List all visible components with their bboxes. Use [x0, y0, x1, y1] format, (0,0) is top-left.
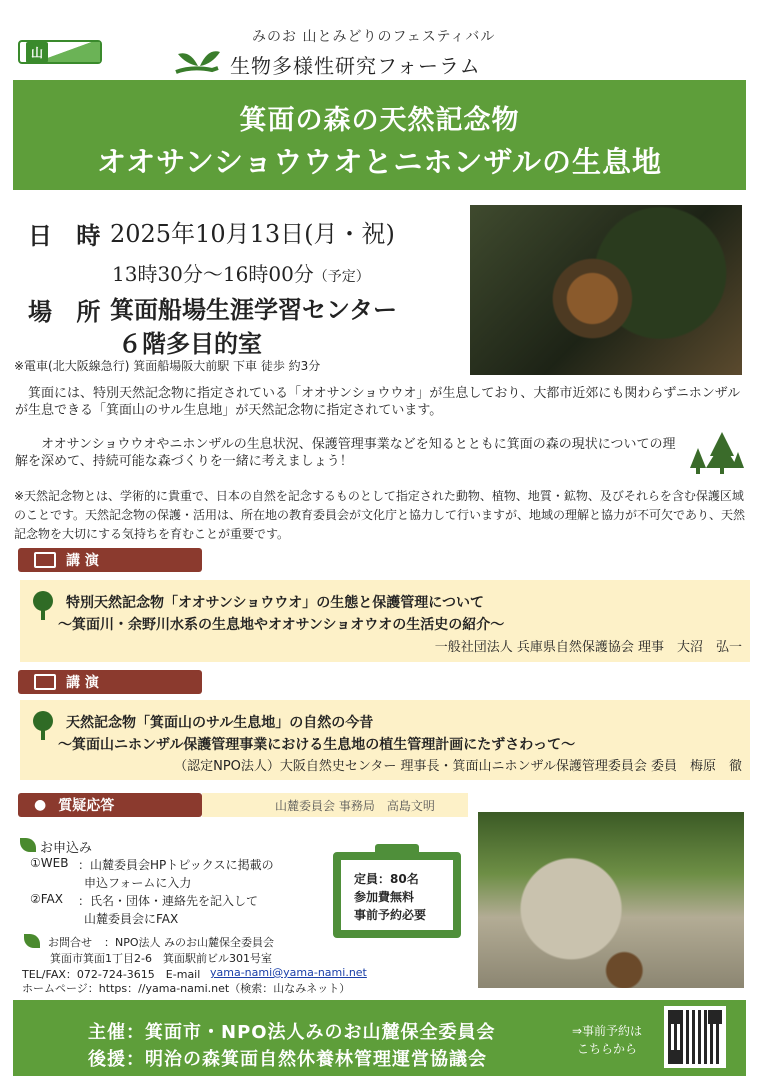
lecture-1-title: 特別天然記念物「オオサンショウウオ」の生態と保護管理について — [66, 595, 484, 611]
festival-logo — [18, 40, 102, 64]
forum-name: 生物多様性研究フォーラム — [230, 54, 481, 78]
capacity-count: 定員：80名 — [354, 872, 419, 886]
qr-code[interactable] — [664, 1006, 726, 1068]
intro-paragraph-1: 箕面には、特別天然記念物に指定されている「オオサンショウウオ」が生息しており、大都市近郊にも関わらずニホンザルが生息できる「箕面山のサル生息地」が天然記念物に指定されています。 — [15, 386, 741, 418]
event-date: 2025年10月13日(月・祝) — [110, 220, 395, 248]
lecture-2-label — [18, 670, 202, 694]
application-fax-text-1: ：氏名・団体・連絡先を記入して — [78, 894, 259, 908]
tree-icon — [26, 590, 60, 620]
qa-moderator: 山麓委員会 事務局 高島文明 — [275, 799, 435, 813]
qa-icon: ● — [34, 797, 47, 813]
capacity-reservation: 事前予約必要 — [354, 908, 427, 922]
contact-homepage[interactable]: ホームページ：https：//yama-nami.net（検索：山なみネット） — [22, 982, 351, 995]
salamander-photo — [470, 205, 742, 375]
qa-label-text: 質疑応答 — [58, 798, 115, 814]
qa-label — [18, 793, 202, 817]
access-info: ※電車(北大阪線急行) 箕面船場阪大前駅 下車 徒歩 約3分 — [14, 359, 321, 373]
lecture-2-subtitle: ～箕面山ニホンザル保護管理事業における生息地の植生管理計画にたずさわって～ — [58, 737, 576, 753]
intro-paragraph-2: オオサンショウウオやニホンザルの生息状況、保護管理事業などを知るとともに箕面の森の現状についての理解を深めて、持続可能な森づくりを一緒に考えましょう！ — [15, 437, 676, 469]
monkey-photo — [478, 812, 744, 988]
lecture-2-label-text: 講 演 — [66, 675, 99, 691]
reservation-prompt-line2: こちらから — [577, 1042, 638, 1056]
contact-telfax: TEL/FAX：072-724-3615 E-mail — [22, 968, 201, 981]
event-place: 箕面船場生涯学習センター — [110, 295, 398, 324]
application-fax-label: ②FAX — [30, 892, 63, 906]
lecture-1-subtitle: ～箕面川・余野川水系の生息地やオオサンショオウオの生活史の紹介～ — [58, 617, 505, 633]
event-time — [112, 258, 370, 287]
application-fax-text-2: 山麓委員会にFAX — [84, 912, 179, 926]
main-title-line1: 箕面の森の天然記念物 — [239, 105, 520, 136]
leaf-icon — [20, 838, 36, 852]
lecture-2-title: 天然記念物「箕面山のサル生息地」の自然の今昔 — [66, 715, 374, 731]
festival-name: みのお 山とみどりのフェスティバル — [252, 29, 496, 45]
contact-label: お問合せ — [48, 936, 92, 949]
place-label: 場 所 — [28, 297, 109, 326]
contact-org: ：NPO法人 みのお山麓保全委員会 — [104, 936, 275, 949]
contact-email[interactable]: yama-nami@yama-nami.net — [210, 966, 367, 979]
sprout-hand-icon — [172, 48, 224, 76]
lecture-1-presenter: 一般社団法人 兵庫県自然保護協会 理事 大沼 弘一 — [434, 640, 742, 655]
presentation-icon — [34, 674, 56, 690]
main-title-line2: オオサンショウウオとニホンザルの生息地 — [97, 145, 662, 179]
lecture-2-box — [20, 700, 750, 780]
event-room: ６階多目的室 — [118, 329, 262, 358]
supporter: 後援：明治の森箕面自然休養林管理運営協議会 — [88, 1049, 487, 1070]
tree-icon — [26, 710, 60, 740]
capacity-fee: 参加費無料 — [354, 890, 415, 904]
reservation-prompt-line1: ⇒事前予約は — [572, 1024, 643, 1038]
event-time-note: （予定） — [313, 269, 370, 285]
presentation-icon — [34, 552, 56, 568]
application-web-label: ①WEB — [30, 856, 69, 870]
natural-monument-note: ※天然記念物とは、学術的に貴重で、日本の自然を記念するものとして指定された動物、植物、地質・鉱物、及びそれらを含む保護区域のことです。天然記念物の保護・活用は、所在地の教育委員会が文化庁と協力して行いますが、地域の理解と協力が不可欠であり、天然記念物を大切にする気持ちを育むことが重要です。 — [14, 489, 746, 541]
forest-icon — [688, 430, 744, 474]
leaf-icon — [24, 934, 40, 948]
reservation-prompt — [572, 1022, 642, 1058]
organizer: 主催：箕面市・NPO法人みのお山麓保全委員会 — [88, 1022, 496, 1043]
qr-pattern — [668, 1010, 722, 1064]
event-time-range: 13時30分～16時00分 — [112, 262, 314, 286]
logo-mark: 山 — [26, 42, 48, 63]
application-heading: お申込み — [40, 841, 93, 856]
mountain-icon — [48, 42, 100, 62]
lecture-1-label-text: 講 演 — [66, 553, 99, 569]
date-label: 日 時 — [28, 221, 109, 250]
application-web-text-2: 申込フォームに入力 — [84, 876, 192, 890]
contact-address: 箕面市箕面1丁目2-6 箕面駅前ビル301号室 — [50, 952, 272, 965]
lecture-1-box — [20, 580, 750, 662]
lecture-1-label — [18, 548, 202, 572]
lecture-2-presenter: （認定NPO法人）大阪自然史センター 理事長・箕面山ニホンザル保護管理委員会 委員 梅原 徹 — [174, 759, 742, 774]
application-web-text-1: ：山麓委員会HPトピックスに掲載の — [78, 858, 274, 872]
